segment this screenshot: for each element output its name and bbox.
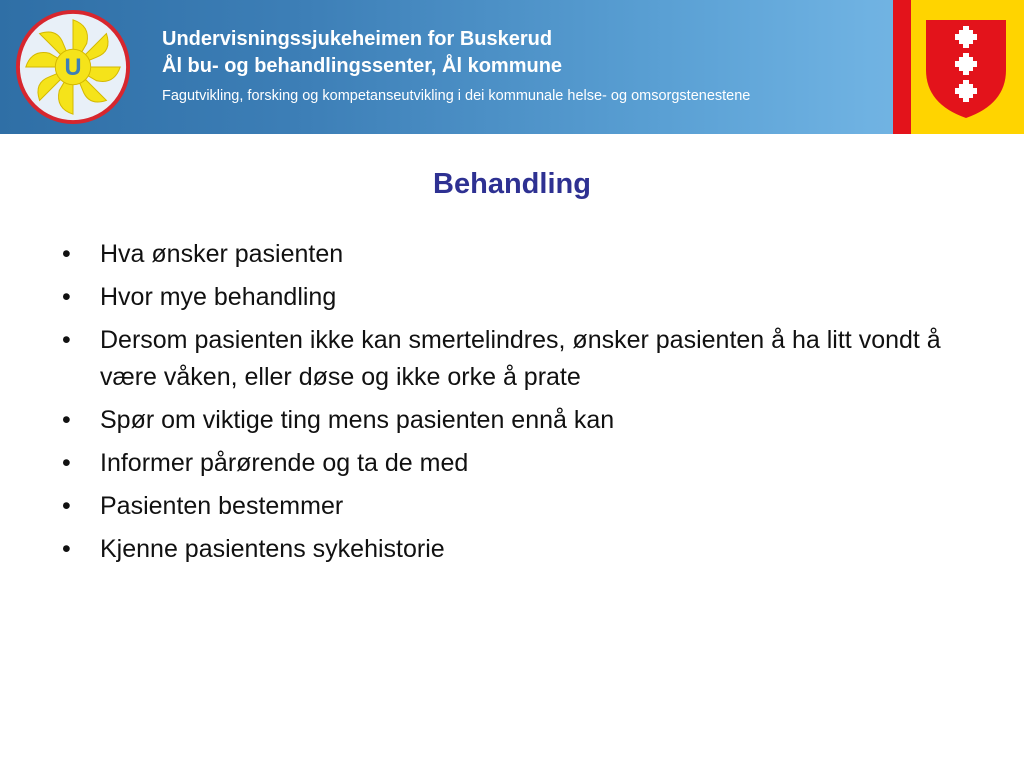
list-item bbox=[62, 445, 982, 482]
bullet-text: Hvor mye behandling bbox=[100, 283, 337, 311]
bullet-icon: • bbox=[62, 492, 71, 520]
bullet-list bbox=[62, 236, 982, 574]
bullet-icon: • bbox=[62, 326, 71, 354]
list-item bbox=[62, 236, 982, 273]
bullet-text: Pasienten bestemmer bbox=[100, 492, 344, 520]
sun-u-logo-icon bbox=[14, 8, 132, 126]
bullet-text: Informer pårørende og ta de med bbox=[100, 449, 469, 477]
bullet-icon: • bbox=[62, 406, 71, 434]
list-item bbox=[62, 322, 982, 396]
bullet-icon: • bbox=[62, 449, 71, 477]
logo-letter: U bbox=[64, 54, 82, 81]
list-item bbox=[62, 488, 982, 525]
banner-subtitle: Ål bu- og behandlingssenter, Ål kommune bbox=[162, 55, 563, 77]
bullet-text: Hva ønsker pasienten bbox=[100, 240, 344, 268]
banner-tagline: Fagutvikling, forsking og kompetanseutvikling i dei kommunale helse- og omsorgstenestene bbox=[162, 88, 751, 104]
header-banner bbox=[0, 0, 1024, 134]
list-item bbox=[62, 402, 982, 439]
bullet-icon: • bbox=[62, 240, 71, 268]
bullet-text: Spør om viktige ting mens pasienten ennå kan bbox=[100, 406, 615, 434]
bullet-icon: • bbox=[62, 535, 71, 563]
list-item bbox=[62, 279, 982, 316]
banner-text bbox=[162, 26, 750, 107]
slide-title: Behandling bbox=[433, 168, 591, 200]
bullet-icon: • bbox=[62, 283, 71, 311]
coat-of-arms-icon bbox=[893, 0, 1024, 134]
bullet-text: Kjenne pasientens sykehistorie bbox=[100, 535, 445, 563]
list-item bbox=[62, 531, 982, 568]
bullet-text: Dersom pasienten ikke kan smertelindres, ønsker pasienten å ha litt vondt å være våken, eller døse og ikke orke å prate bbox=[100, 326, 941, 391]
banner-title: Undervisningssjukeheimen for Buskerud bbox=[162, 28, 553, 50]
